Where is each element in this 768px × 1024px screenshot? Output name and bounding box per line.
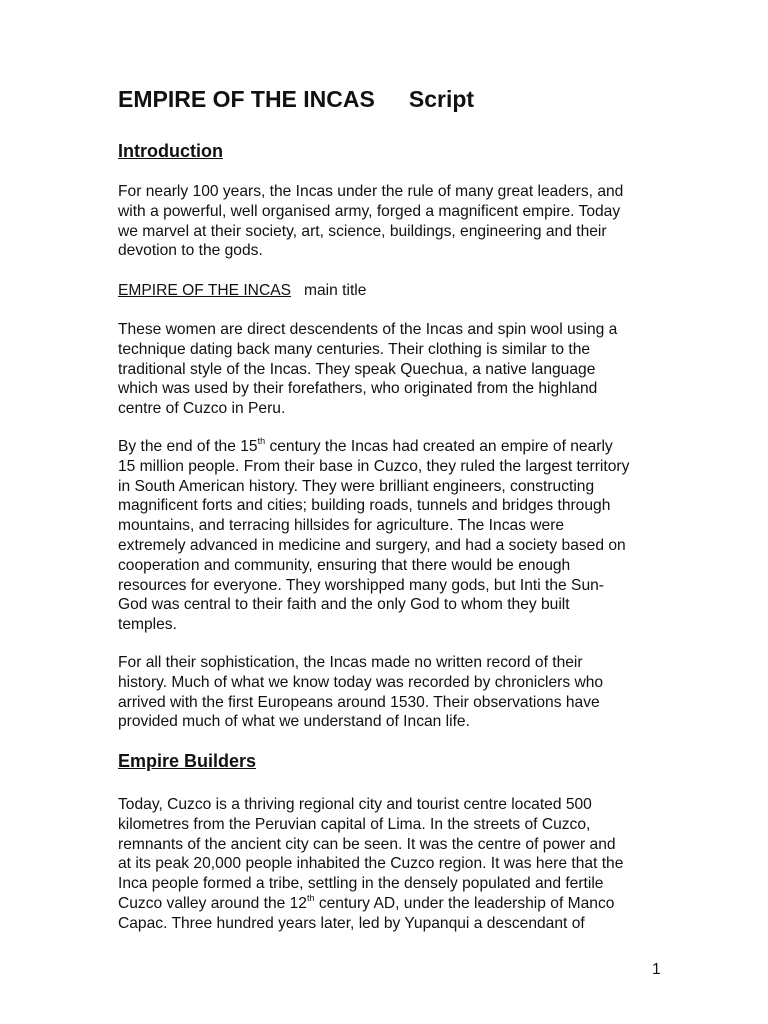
paragraph-line: For all their sophistication, the Incas made no written record of their: [118, 654, 583, 671]
paragraph-line: resources for everyone. They worshipped many gods, but Inti the Sun-: [118, 576, 604, 594]
line-text-before: Cuzco valley around the 12: [118, 894, 307, 912]
intro-paragraph: [118, 182, 678, 261]
paragraph-line: with a powerful, well organised army, forged a magnificent empire. Today: [118, 202, 621, 220]
paragraph-line: devotion to the gods.: [118, 242, 263, 260]
paragraph-line: which was used by their forefathers, who originated from the highland: [118, 380, 598, 398]
main-title-label: EMPIRE OF THE INCAS: [118, 282, 292, 299]
cuzco-paragraph: [118, 795, 678, 934]
paragraph-line: These women are direct descendents of the Incas and spin wool using a: [118, 321, 618, 338]
paragraph-line: in South American history. They were brilliant engineers, constructing: [118, 477, 595, 495]
fifteenth-century-paragraph: [118, 437, 678, 635]
paragraph-line: temples.: [118, 616, 177, 634]
paragraph-line: centre of Cuzco in Peru.: [118, 400, 286, 418]
paragraph-line: For nearly 100 years, the Incas under the rule of many great leaders, and: [118, 183, 624, 200]
paragraph-line: provided much of what we understand of Incan life.: [118, 713, 470, 731]
line-text-after: century the Incas had created an empire of nearly: [265, 438, 613, 455]
title-main: EMPIRE OF THE INCAS: [118, 86, 375, 112]
introduction-heading: Introduction: [118, 141, 223, 161]
women-paragraph: [118, 320, 678, 419]
paragraph-line: 15 million people. From their base in Cuzco, they ruled the largest territory: [118, 457, 630, 475]
paragraph-line: technique dating back many centuries. Their clothing is similar to the: [118, 340, 591, 358]
paragraph-line: history. Much of what we know today was recorded by chroniclers who: [118, 673, 604, 691]
ordinal-superscript: th: [306, 892, 315, 903]
line-text-before: By the end of the 15: [118, 438, 258, 455]
paragraph-line: [118, 894, 678, 914]
paragraph-line: Capac. Three hundred years later, led by Yupanqui a descendant of: [118, 914, 585, 932]
paragraph-line: Today, Cuzco is a thriving regional city and tourist centre located 500: [118, 796, 592, 813]
main-title-cue: [118, 281, 678, 301]
ordinal-superscript: th: [257, 436, 266, 446]
page-number: 1: [652, 961, 661, 978]
paragraph-line: arrived with the first Europeans around 1530. Their observations have: [118, 693, 600, 711]
main-title-note: main title: [304, 282, 367, 299]
paragraph-line: cooperation and community, ensuring that there would be enough: [118, 556, 571, 574]
sophistication-paragraph: [118, 653, 678, 732]
line-text-after: century AD, under the leadership of Manco: [314, 894, 615, 912]
document-title: [118, 86, 474, 113]
paragraph-line: Inca people formed a tribe, settling in the densely populated and fertile: [118, 875, 604, 893]
paragraph-line: at its peak 20,000 people inhabited the Cuzco region. It was here that the: [118, 855, 624, 873]
paragraph-line: remnants of the ancient city can be seen. It was the centre of power and: [118, 835, 616, 853]
paragraph-line: we marvel at their society, art, science, buildings, engineering and their: [118, 222, 607, 240]
paragraph-line: extremely advanced in medicine and surgery, and had a society based on: [118, 536, 626, 554]
paragraph-line: God was central to their faith and the only God to whom they built: [118, 596, 570, 614]
paragraph-line: mountains, and terracing hillsides for agriculture. The Incas were: [118, 517, 565, 535]
paragraph-line: traditional style of the Incas. They speak Quechua, a native language: [118, 360, 596, 378]
paragraph-line: magnificent forts and cities; building roads, tunnels and bridges through: [118, 497, 611, 515]
paragraph-line: [118, 437, 678, 457]
empire-builders-heading: Empire Builders: [118, 751, 257, 771]
main-title-cue-line: [118, 281, 678, 301]
title-suffix: Script: [408, 86, 475, 112]
paragraph-line: kilometres from the Peruvian capital of Lima. In the streets of Cuzco,: [118, 815, 591, 833]
